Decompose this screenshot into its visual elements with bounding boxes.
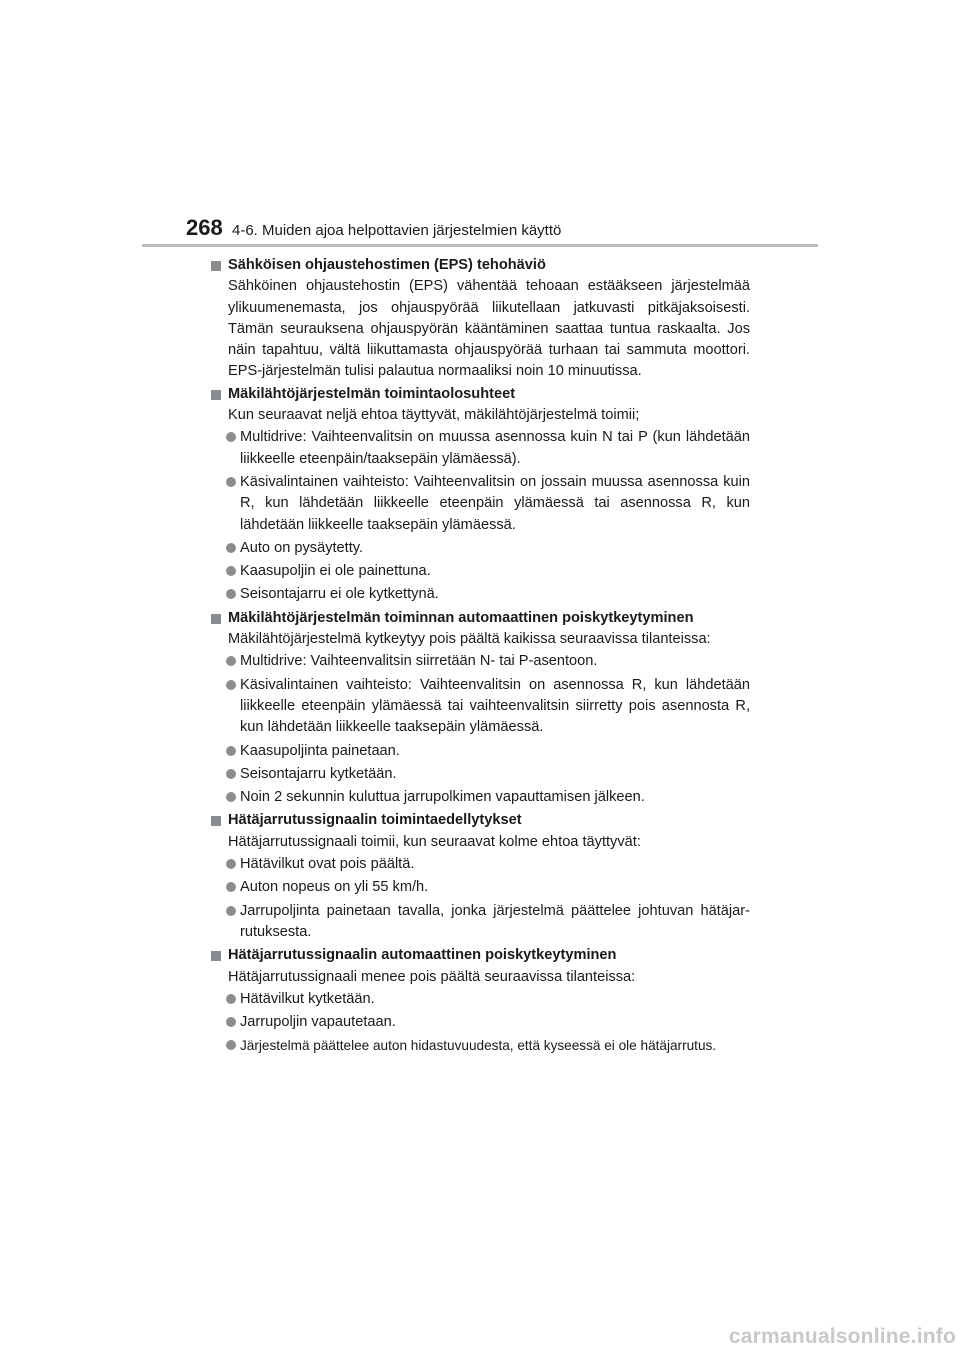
list-item	[210, 741, 750, 762]
section-title-text: Mäkilähtöjärjestelmän toimintaolosuhteet	[228, 385, 516, 402]
list-item-text: Hätävilkut ovat pois päältä.	[240, 856, 415, 873]
list-item	[210, 787, 750, 808]
section-paragraph: Hätäjarrutussignaali toimii, kun seuraavat kolme ehtoa täyttyvät:	[228, 833, 641, 850]
page-content	[210, 254, 750, 1059]
section-title-text: Hätäjarrutussignaalin toimintaedellytykset	[228, 812, 522, 829]
page-number: 268	[186, 215, 223, 240]
list-item	[210, 584, 750, 605]
circle-bullet-icon	[226, 994, 236, 1004]
section-paragraph: Hätäjarrutussignaali menee pois päältä seuraavissa tilanteissa:	[228, 968, 636, 985]
circle-bullet-icon	[226, 680, 236, 690]
list-item	[210, 764, 750, 785]
circle-bullet-icon	[226, 1017, 236, 1027]
list-item-text: Auton nopeus on yli 55 km/h.	[240, 879, 429, 896]
list-item-text: Käsivalintainen vaihteisto: Vaihteenvalitsin on asennossa R, kun lähdetään liikkeelle eteenpäin ylämäessä tai vaihteenvalitsin siirretty pois asennosta R, kun lähdetään liikkeelle taaksepäin ylämäessä.	[240, 676, 750, 736]
list-item	[210, 854, 750, 875]
square-bullet-icon	[211, 951, 221, 961]
section-title	[210, 810, 750, 831]
list-item	[210, 901, 750, 944]
list-item	[210, 427, 750, 470]
list-item	[210, 675, 750, 739]
list-item-text: Käsivalintainen vaihteisto: Vaihteenvalitsin on jossain muussa asennossa kuin R, kun lähdetään liikkeelle eteenpäin ylämäessä tai asennossa R, kun lähdetään liikkeelle taaksepäin ylämäessä.	[240, 473, 750, 533]
section-title-text: Sähköisen ohjaustehostimen (EPS) tehohäviö	[228, 257, 546, 273]
list-item-text: Noin 2 sekunnin kuluttua jarrupolkimen vapauttamisen jälkeen.	[240, 789, 645, 806]
list-item	[210, 1012, 750, 1033]
list-item	[210, 877, 750, 898]
section-title	[210, 608, 750, 629]
list-item	[210, 472, 750, 536]
list-item-text: Auto on pysäytetty.	[240, 539, 364, 556]
circle-bullet-icon	[226, 906, 236, 916]
section-title-text: Hätäjarrutussignaalin automaattinen poiskytkeytyminen	[228, 947, 617, 964]
section-title-text: Mäkilähtöjärjestelmän toiminnan automaattinen poiskytkeytyminen	[228, 609, 694, 626]
list-item-text: Hätävilkut kytketään.	[240, 990, 375, 1007]
section-paragraph: Mäkilähtöjärjestelmä kytkeytyy pois päältä kaikissa seuraavissa tilanteissa:	[228, 631, 711, 648]
list-item-text: Multidrive: Vaihteenvalitsin on muussa asennossa kuin N tai P (kun lähdetään liikkeelle eteenpäin/taaksepäin ylämäessä).	[240, 429, 750, 467]
list-item-text: Kaasupoljin ei ole painettuna.	[240, 563, 431, 580]
list-item-text: Jarrupoljin vapautetaan.	[240, 1014, 396, 1031]
section-paragraph: Kun seuraavat neljä ehtoa täyttyvät, mäkilähtöjärjestelmä toimii;	[228, 407, 640, 424]
square-bullet-icon	[211, 390, 221, 400]
circle-bullet-icon	[226, 543, 236, 553]
section-title	[210, 255, 750, 276]
square-bullet-icon	[211, 816, 221, 826]
circle-bullet-icon	[226, 746, 236, 756]
list-item	[210, 651, 750, 672]
list-item	[210, 1035, 750, 1056]
list-item	[210, 561, 750, 582]
list-item-text: Järjestelmä päättelee auton hidastuvuudesta, että kyseessä ei ole hätäjarrutus.	[240, 1038, 717, 1054]
circle-bullet-icon	[226, 566, 236, 576]
section-title	[210, 384, 750, 405]
circle-bullet-icon	[226, 859, 236, 869]
list-item-text: Seisontajarru ei ole kytkettynä.	[240, 586, 439, 603]
header-rule	[142, 244, 818, 247]
list-item-text: Multidrive: Vaihteenvalitsin siirretään N- tai P-asentoon.	[240, 653, 598, 670]
list-item	[210, 989, 750, 1010]
circle-bullet-icon	[226, 1040, 236, 1050]
square-bullet-icon	[211, 261, 221, 271]
circle-bullet-icon	[226, 432, 236, 442]
list-item-text: Jarrupoljinta painetaan tavalla, jonka järjestelmä päättelee johtuvan hätäjarrutuksesta.	[240, 902, 750, 940]
circle-bullet-icon	[226, 882, 236, 892]
circle-bullet-icon	[226, 477, 236, 487]
circle-bullet-icon	[226, 792, 236, 802]
section-paragraph: Sähköinen ohjaustehostin (EPS) vähentää tehoaan estääkseen järjestelmää ylikuumenemasta, jos ohjauspyörää liikutellaan jatkuvasti pitkäjaksoisesti. Tämän seurauksena ohjauspyörän kääntäminen saattaa tuntua raskaalta. Jos näin tapahtuu, vältä liikuttamasta ohjauspyörää turhaan tai sammuta moottori. EPS-järjestelmän tulisi palautua normaaliksi noin 10 minuutissa.	[228, 278, 750, 380]
list-item	[210, 538, 750, 559]
square-bullet-icon	[211, 614, 221, 624]
watermark: carmanualsonline.info	[728, 1325, 956, 1348]
section-title	[210, 945, 750, 966]
list-item-text: Seisontajarru kytketään.	[240, 765, 397, 782]
list-item-text: Kaasupoljinta painetaan.	[240, 742, 400, 759]
circle-bullet-icon	[226, 656, 236, 666]
circle-bullet-icon	[226, 589, 236, 599]
circle-bullet-icon	[226, 769, 236, 779]
chapter-title: 4-6. Muiden ajoa helpottavien järjestelmien käyttö	[232, 222, 562, 239]
